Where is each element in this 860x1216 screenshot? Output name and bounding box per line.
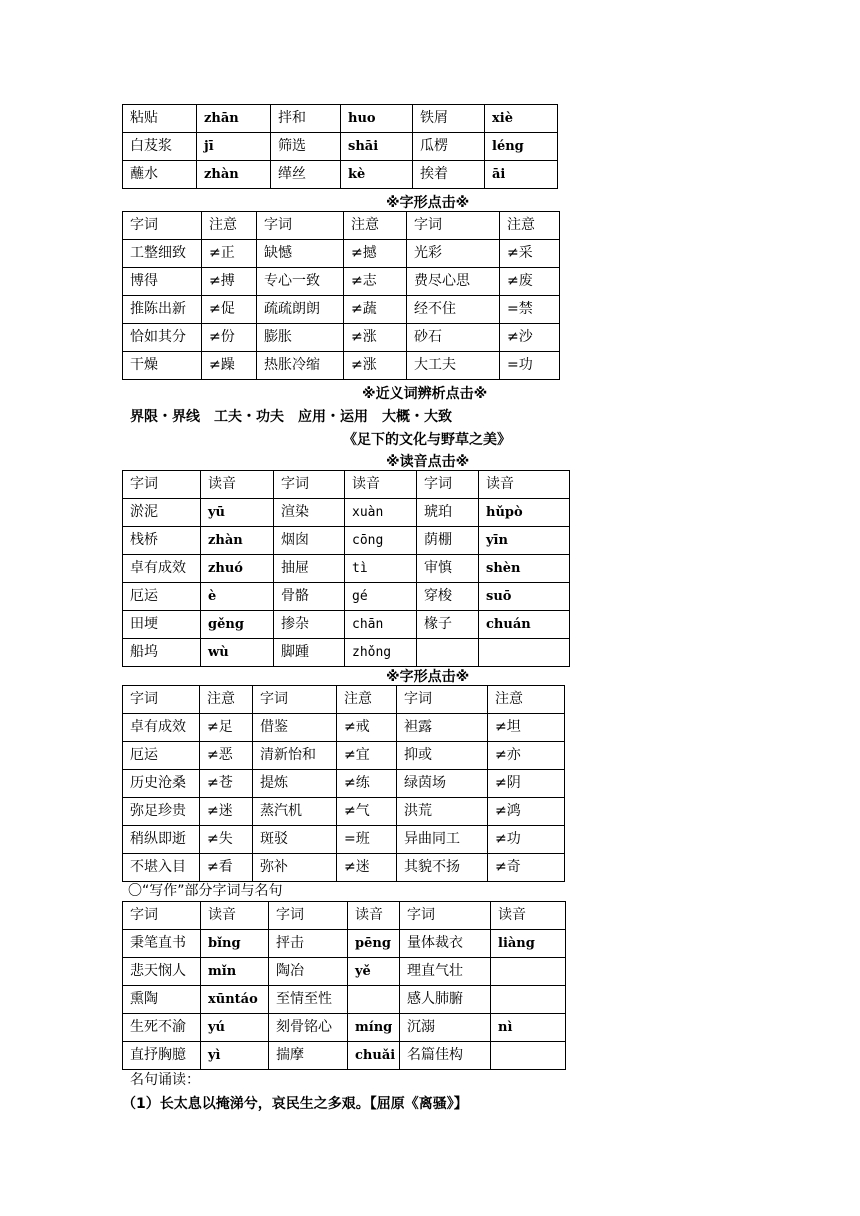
pinyin-cell: zhǒng: [345, 639, 417, 667]
pinyin-cell: wù: [201, 639, 274, 667]
pinyin-cell: zhān: [197, 105, 271, 133]
pinyin-cell: liàng: [491, 930, 566, 958]
word-cell: 费尽心思: [407, 268, 500, 296]
word-cell: 椽子: [417, 611, 479, 639]
pinyin-cell: shèn: [479, 555, 570, 583]
column-header: 字词: [257, 212, 344, 240]
pinyin-cell: yě: [348, 958, 400, 986]
word-cell: 铁屑: [413, 105, 485, 133]
note-cell: ≠足: [200, 714, 253, 742]
pinyin-cell: míng: [348, 1014, 400, 1042]
synonym-list: 界限・界线 工夫・功夫 应用・运用 大概・大致: [130, 409, 452, 425]
column-header: 注意: [200, 686, 253, 714]
word-cell: 田埂: [123, 611, 201, 639]
pinyin-cell: hǔpò: [479, 499, 570, 527]
word-cell: 刻骨铭心: [269, 1014, 348, 1042]
word-cell: 膨胀: [257, 324, 344, 352]
table-row: [123, 296, 560, 324]
table-row: [123, 742, 565, 770]
section-heading-synonyms: ※近义词辨析点击※: [362, 386, 488, 402]
table-row: [123, 161, 558, 189]
word-cell: 生死不渝: [123, 1014, 201, 1042]
column-header: 读音: [479, 471, 570, 499]
note-cell: ≠涨: [344, 324, 407, 352]
note-cell: ≠苍: [200, 770, 253, 798]
note-cell: ≠看: [200, 854, 253, 882]
word-cell: 蘸水: [123, 161, 197, 189]
note-cell: ≠搏: [202, 268, 257, 296]
note-cell: ≠涨: [344, 352, 407, 380]
table-row: [123, 133, 558, 161]
note-cell: ≠奇: [488, 854, 565, 882]
word-cell: 疏疏朗朗: [257, 296, 344, 324]
table-row: [123, 958, 566, 986]
table-row: [123, 352, 560, 380]
column-header: 注意: [202, 212, 257, 240]
section-heading-glyph: ※字形点击※: [386, 195, 470, 211]
word-cell: 烟囱: [274, 527, 345, 555]
word-cell: 揣摩: [269, 1042, 348, 1070]
word-cell: 提炼: [253, 770, 337, 798]
pinyin-cell: [479, 639, 570, 667]
word-cell: 拌和: [271, 105, 341, 133]
word-cell: 陶冶: [269, 958, 348, 986]
column-header: 读音: [345, 471, 417, 499]
note-cell: ≠采: [500, 240, 560, 268]
word-cell: 袒露: [397, 714, 488, 742]
word-cell: 荫棚: [417, 527, 479, 555]
table-row: [123, 583, 570, 611]
famous-quote: （1）长太息以掩涕兮，哀民生之多艰。【屈原《离骚》】: [122, 1096, 468, 1112]
pinyin-cell: shāi: [341, 133, 413, 161]
note-cell: ≠失: [200, 826, 253, 854]
table-row: [123, 555, 570, 583]
table-row: [123, 798, 565, 826]
table-row: [123, 714, 565, 742]
word-cell: 弥足珍贵: [123, 798, 200, 826]
pinyin-cell: cōng: [345, 527, 417, 555]
pinyin-cell: tì: [345, 555, 417, 583]
column-header: 字词: [253, 686, 337, 714]
table-row: [123, 611, 570, 639]
table-row: [123, 854, 565, 882]
column-header: 注意: [337, 686, 397, 714]
pinyin-cell: chuǎi: [348, 1042, 400, 1070]
word-cell: 砂石: [407, 324, 500, 352]
pinyin-cell: mǐn: [201, 958, 269, 986]
table-row: [123, 770, 565, 798]
word-cell: 经不住: [407, 296, 500, 324]
column-header: 字词: [123, 212, 202, 240]
word-cell: 瓜楞: [413, 133, 485, 161]
table-header-row: [123, 686, 565, 714]
word-cell: 穿梭: [417, 583, 479, 611]
pinyin-cell: [491, 986, 566, 1014]
word-cell: 熏陶: [123, 986, 201, 1014]
word-cell: 恰如其分: [123, 324, 202, 352]
word-cell: 斑驳: [253, 826, 337, 854]
note-cell: ≠蔬: [344, 296, 407, 324]
column-header: 字词: [407, 212, 500, 240]
table-row: [123, 986, 566, 1014]
word-cell: 大工夫: [407, 352, 500, 380]
note-cell: ≠废: [500, 268, 560, 296]
word-cell: 沉溺: [400, 1014, 491, 1042]
pinyin-cell: huo: [341, 105, 413, 133]
note-cell: ≠正: [202, 240, 257, 268]
column-header: 注意: [500, 212, 560, 240]
table-header-row: [123, 471, 570, 499]
column-header: 注意: [488, 686, 565, 714]
word-cell: 借鉴: [253, 714, 337, 742]
note-cell: ≠气: [337, 798, 397, 826]
word-cell: 粘贴: [123, 105, 197, 133]
column-header: 字词: [123, 471, 201, 499]
pinyin-cell: kè: [341, 161, 413, 189]
word-cell: 稍纵即逝: [123, 826, 200, 854]
pinyin-cell: chuán: [479, 611, 570, 639]
column-header: 字词: [274, 471, 345, 499]
section-heading-pronunciation: ※读音点击※: [386, 454, 470, 470]
note-cell: ≠鸿: [488, 798, 565, 826]
word-cell: 不堪入目: [123, 854, 200, 882]
word-cell: 缺憾: [257, 240, 344, 268]
word-cell: 抨击: [269, 930, 348, 958]
pinyin-cell: yīn: [479, 527, 570, 555]
pinyin-cell: léng: [485, 133, 558, 161]
word-cell: 历史沧桑: [123, 770, 200, 798]
note-cell: ≠恶: [200, 742, 253, 770]
table-row: [123, 324, 560, 352]
pinyin-cell: xuàn: [345, 499, 417, 527]
recite-label: 名句诵读：: [130, 1072, 200, 1088]
note-cell: ≠坦: [488, 714, 565, 742]
word-cell: 卓有成效: [123, 714, 200, 742]
column-header: 字词: [123, 686, 200, 714]
word-cell: 专心一致: [257, 268, 344, 296]
word-cell: 感人肺腑: [400, 986, 491, 1014]
column-header: 读音: [491, 902, 566, 930]
table-row: [123, 930, 566, 958]
column-header: 字词: [400, 902, 491, 930]
word-cell: 船坞: [123, 639, 201, 667]
table-row: [123, 1014, 566, 1042]
pinyin-cell: nì: [491, 1014, 566, 1042]
pronunciation-table-2: [122, 470, 570, 667]
column-header: 字词: [417, 471, 479, 499]
pinyin-cell: zhàn: [201, 527, 274, 555]
pinyin-cell: bǐng: [201, 930, 269, 958]
pinyin-cell: zhàn: [197, 161, 271, 189]
note-cell: =功: [500, 352, 560, 380]
word-cell: 白芨浆: [123, 133, 197, 161]
pinyin-cell: yū: [201, 499, 274, 527]
word-cell: 热胀冷缩: [257, 352, 344, 380]
table-row: [123, 826, 565, 854]
word-cell: 渲染: [274, 499, 345, 527]
table-row: [123, 639, 570, 667]
pinyin-cell: chān: [345, 611, 417, 639]
word-cell: 其貌不扬: [397, 854, 488, 882]
table-row: [123, 1042, 566, 1070]
note-cell: ≠练: [337, 770, 397, 798]
word-cell: [417, 639, 479, 667]
word-cell: 弥补: [253, 854, 337, 882]
word-cell: 抑或: [397, 742, 488, 770]
note-cell: ≠宜: [337, 742, 397, 770]
column-header: 字词: [123, 902, 201, 930]
note-cell: ≠促: [202, 296, 257, 324]
note-cell: =班: [337, 826, 397, 854]
word-cell: 清新怡和: [253, 742, 337, 770]
pinyin-cell: gěng: [201, 611, 274, 639]
word-cell: 至情至性: [269, 986, 348, 1014]
word-cell: 异曲同工: [397, 826, 488, 854]
pinyin-cell: pēng: [348, 930, 400, 958]
word-cell: 名篇佳构: [400, 1042, 491, 1070]
column-header: 字词: [269, 902, 348, 930]
pinyin-cell: suō: [479, 583, 570, 611]
pinyin-cell: xiè: [485, 105, 558, 133]
note-cell: ≠撼: [344, 240, 407, 268]
word-cell: 栈桥: [123, 527, 201, 555]
note-cell: ≠志: [344, 268, 407, 296]
pronunciation-table-1: [122, 104, 558, 189]
table-row: [123, 499, 570, 527]
word-cell: 光彩: [407, 240, 500, 268]
note-cell: ≠阴: [488, 770, 565, 798]
note-cell: ≠迷: [200, 798, 253, 826]
word-cell: 蒸汽机: [253, 798, 337, 826]
word-cell: 骨骼: [274, 583, 345, 611]
word-cell: 审慎: [417, 555, 479, 583]
pinyin-cell: yú: [201, 1014, 269, 1042]
pinyin-cell: xūntáo: [201, 986, 269, 1014]
glyph-table-1: [122, 211, 560, 380]
note-cell: ≠戒: [337, 714, 397, 742]
word-cell: 筛选: [271, 133, 341, 161]
note-cell: ≠沙: [500, 324, 560, 352]
word-cell: 秉笔直书: [123, 930, 201, 958]
word-cell: 脚踵: [274, 639, 345, 667]
word-cell: 干燥: [123, 352, 202, 380]
word-cell: 掺杂: [274, 611, 345, 639]
word-cell: 悲天悯人: [123, 958, 201, 986]
table-row: [123, 527, 570, 555]
pinyin-cell: jī: [197, 133, 271, 161]
note-cell: ≠份: [202, 324, 257, 352]
word-cell: 工整细致: [123, 240, 202, 268]
writing-vocab-table: [122, 901, 566, 1070]
note-cell: ≠迷: [337, 854, 397, 882]
pinyin-cell: [491, 1042, 566, 1070]
column-header: 注意: [344, 212, 407, 240]
table-header-row: [123, 902, 566, 930]
word-cell: 绿茵场: [397, 770, 488, 798]
word-cell: 量体裁衣: [400, 930, 491, 958]
table-row: [123, 268, 560, 296]
column-header: 字词: [397, 686, 488, 714]
word-cell: 厄运: [123, 583, 201, 611]
table-row: [123, 240, 560, 268]
pinyin-cell: yì: [201, 1042, 269, 1070]
lesson-title: 《足下的文化与野草之美》: [343, 432, 511, 448]
word-cell: 洪荒: [397, 798, 488, 826]
word-cell: 卓有成效: [123, 555, 201, 583]
word-cell: 博得: [123, 268, 202, 296]
note-cell: ≠功: [488, 826, 565, 854]
word-cell: 直抒胸臆: [123, 1042, 201, 1070]
table-header-row: [123, 212, 560, 240]
note-cell: ≠躁: [202, 352, 257, 380]
word-cell: 抽屉: [274, 555, 345, 583]
note-cell: ≠亦: [488, 742, 565, 770]
word-cell: 淤泥: [123, 499, 201, 527]
column-header: 读音: [348, 902, 400, 930]
word-cell: 厄运: [123, 742, 200, 770]
pinyin-cell: è: [201, 583, 274, 611]
word-cell: 推陈出新: [123, 296, 202, 324]
pinyin-cell: gé: [345, 583, 417, 611]
writing-section-heading: 〇“写作”部分字词与名句: [128, 883, 283, 899]
column-header: 读音: [201, 471, 274, 499]
pinyin-cell: āi: [485, 161, 558, 189]
word-cell: 缂丝: [271, 161, 341, 189]
word-cell: 琥珀: [417, 499, 479, 527]
pinyin-cell: [348, 986, 400, 1014]
note-cell: =禁: [500, 296, 560, 324]
word-cell: 挨着: [413, 161, 485, 189]
section-heading-glyph-2: ※字形点击※: [386, 669, 470, 685]
pinyin-cell: zhuó: [201, 555, 274, 583]
table-row: [123, 105, 558, 133]
word-cell: 理直气壮: [400, 958, 491, 986]
pinyin-cell: [491, 958, 566, 986]
glyph-table-2: [122, 685, 565, 882]
column-header: 读音: [201, 902, 269, 930]
